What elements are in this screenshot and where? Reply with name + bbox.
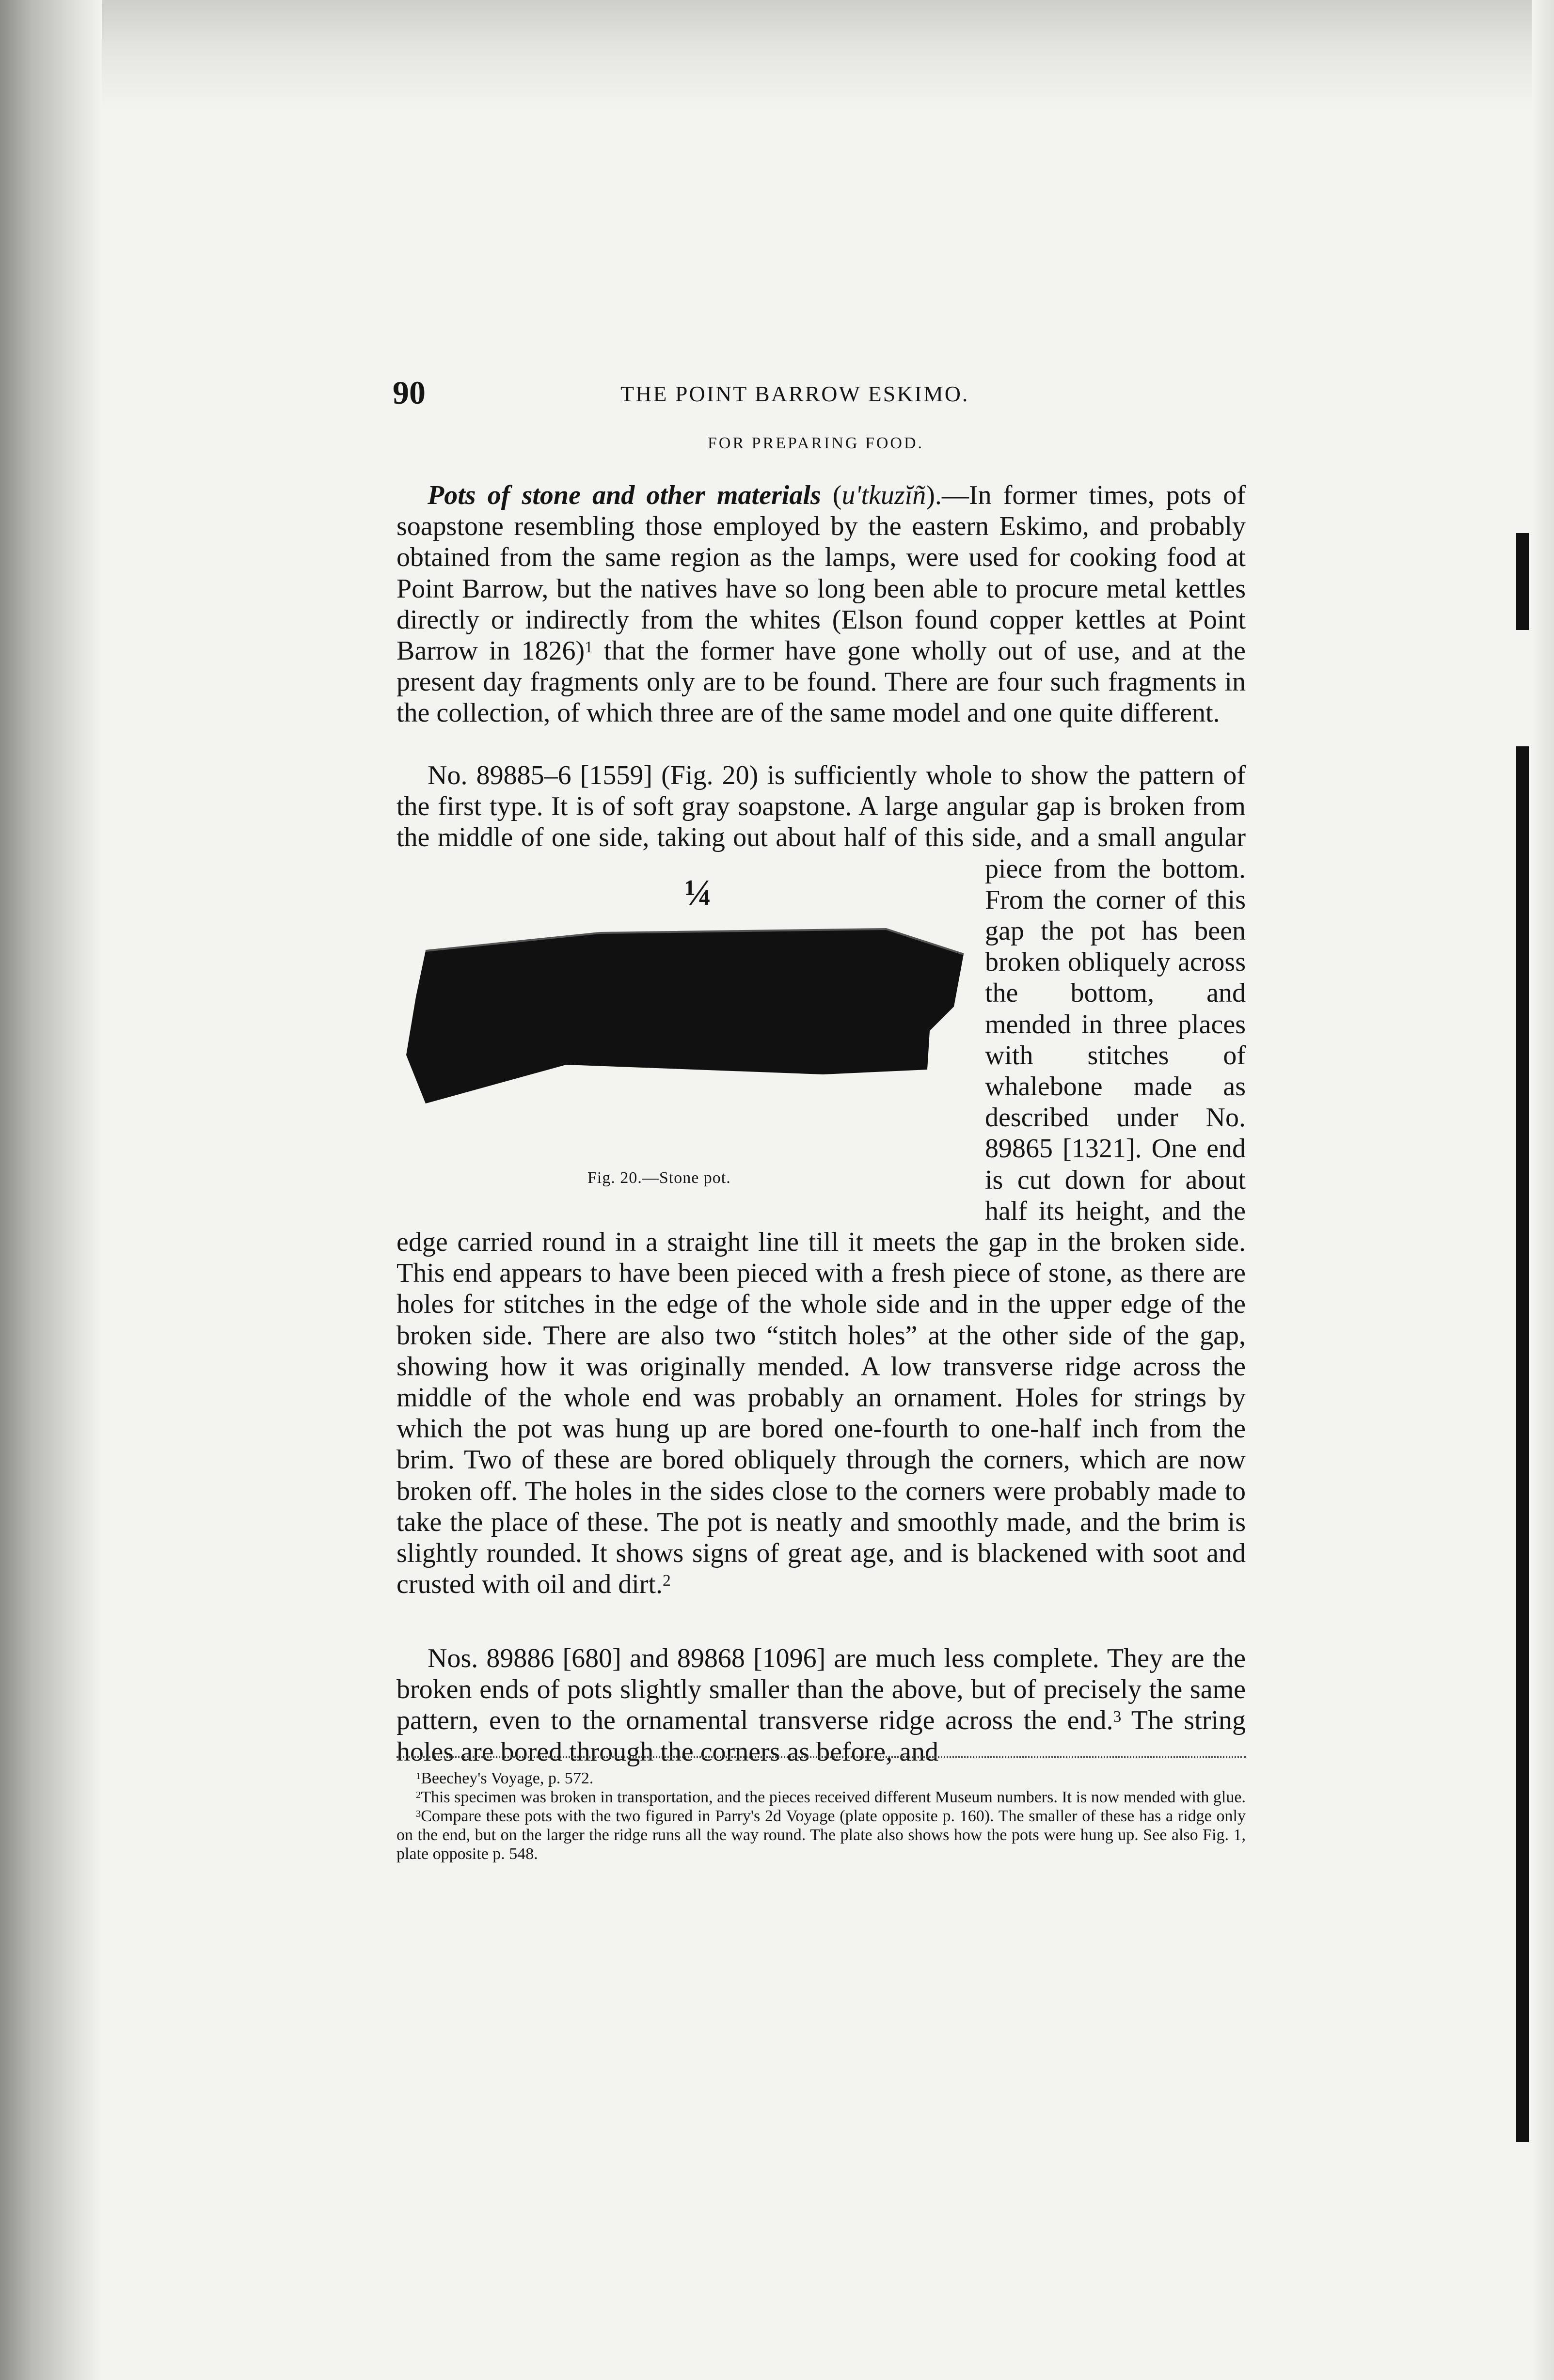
native-term: u'tkuzĭñ	[841, 480, 926, 510]
footnote-1	[396, 1769, 1246, 1788]
footnote-ref-3: 3	[1113, 1708, 1122, 1726]
footnote-text: Beechey's Voyage, p. 572.	[421, 1769, 594, 1787]
running-head	[393, 373, 1265, 412]
figure-stone-pot	[396, 856, 967, 1210]
figure-caption: Fig. 20.—Stone pot.	[587, 1168, 731, 1187]
paragraph-specimens-89886-89868	[396, 1643, 1246, 1767]
page-number: 90	[393, 374, 426, 411]
footnote-ref-1: 1	[585, 638, 593, 656]
runin-title: Pots of stone and other materials	[428, 480, 821, 510]
footnote-text: This specimen was broken in transportation, and the pieces received different Museum numbers. It is now mended with glue.	[421, 1788, 1246, 1806]
footnote-3	[396, 1807, 1246, 1863]
footnote-mark: 2	[416, 1789, 421, 1800]
paragraph-text: that the former have gone wholly out of use, and at the present day fragments only are to be found. There are four such fragments in the collection, of which three are of the same model and one quite different.	[396, 636, 1246, 728]
paragraph-text: and a small angular piece from the bottom. From the corner of this gap the pot has been broken obliquely across the bottom, and mended in three places with stitches of whalebone made as described under No. 89865 [1321]. One end is cut down for about half its height, and the edge carried round in a straight line till it meets the gap in the broken side. This end appears to have been pieced with a fresh piece of stone, as there are holes for stitches in the edge of the whole side and in the upper edge of the broken side. There are also two “stitch holes” at the other side of the gap, showing how it was originally mended. A low transverse ridge across the middle of the whole end was probably an ornament. Holes for strings by which the pot was hung up are bored one-fourth to one-half inch from the brim. Two of these are bored obliquely through the corners, which are now broken off. The holes in the sides close to the corners were probably made to take the place of these. The pot is neatly and smoothly made, and the brim is slightly rounded. It shows signs of great age, and is blackened with soot and crusted with oil and dirt.	[396, 822, 1246, 1600]
paragraph-pots-intro: Pots of stone and other materials (u'tkuzĭñ).—In former times, pots of soapstone resembling those employed by the eastern Eskimo, and probably obtained from the same region as the lamps, were used for cooking food at Point Barrow, but the natives have so long been able to procure metal kettles directly or indirectly from the whites (Elson found copper kettles at Point Barrow in 1826)$^1$ that the former have gone wholly out of use, and at the present day fragments only are to be found. There are four such fragments in the collection, of which three are of the same model and one quite different.	[396, 480, 1246, 728]
footnote-mark: 1	[416, 1770, 421, 1781]
footnote-2	[396, 1788, 1246, 1807]
paragraph-text: Nos. 89886 [680] and 89868 [1096] are much less complete. They are the broken ends of pots slightly smaller than the above, but of precisely the same pattern, even to the ornamental transverse ridge across the end.	[396, 1643, 1246, 1736]
paragraph-text: No. 89885–6 [1559] (Fig. 20) is sufficiently whole to show the pattern of the first type. It is of soft gray soapstone. A large angular gap is broken from the middle of one side, taking out about half of this side,	[396, 760, 1246, 853]
footnote-mark: 3	[416, 1808, 421, 1819]
paragraph-text: ).—In former times, pots of soapstone resembling those employed by the eastern Eskimo, and probably obtained from the same region as the lamps, were used for cooking food at Point Barrow, but the natives have so long been able to procure metal kettles directly or indirectly from the whites (Elson found copper kettles at Point Barrow in 1826)	[396, 480, 1246, 666]
footnote-text: Compare these pots with the two figured in Parry's 2d Voyage (plate opposite p. 160). The smaller of these has a ridge only on the end, but on the larger the ridge runs all the way round. The plate also shows how the pots were hung up. See also Fig. 1, plate opposite p. 548.	[396, 1807, 1246, 1863]
stone-pot-illustration	[396, 910, 967, 1162]
footnotes	[396, 1769, 1246, 1863]
footnote-ref-2: 2	[663, 1572, 671, 1590]
paragraph-specimen-89885	[396, 760, 1246, 1600]
section-heading: FOR PREPARING FOOD.	[708, 434, 924, 452]
book-title: THE POINT BARROW ESKIMO.	[620, 381, 969, 406]
figure-scale: ¼	[684, 872, 712, 913]
stone-pot-silhouette	[406, 929, 964, 1103]
footnote-divider	[396, 1756, 1246, 1758]
paragraph-text: The string holes are bored through the corners as before, and	[396, 1705, 1246, 1767]
